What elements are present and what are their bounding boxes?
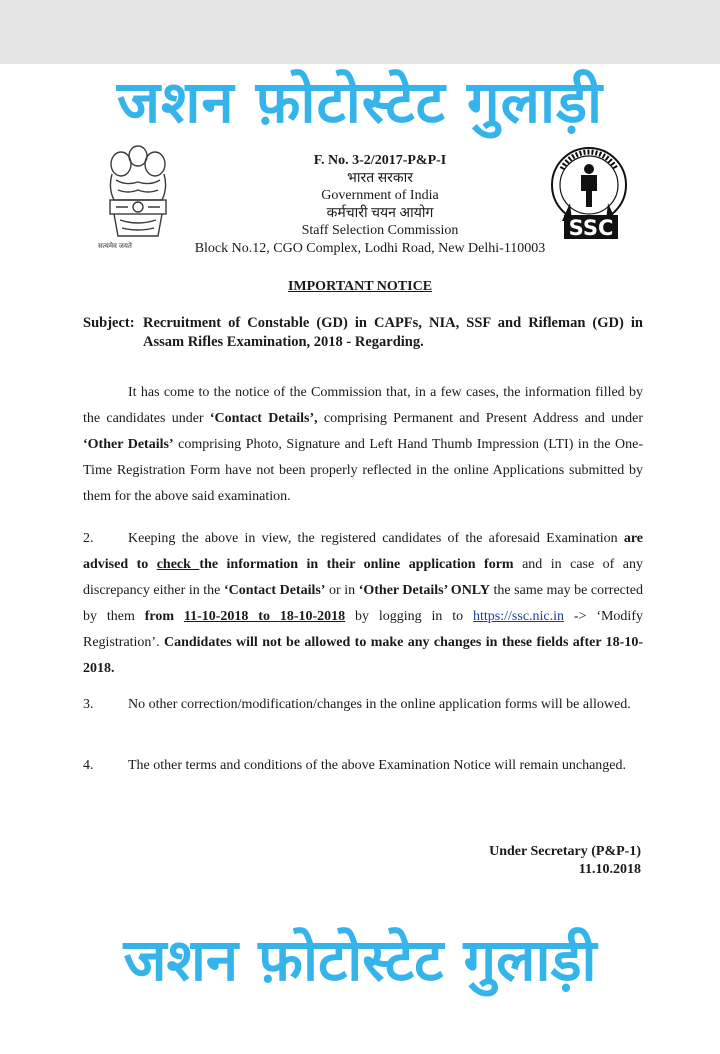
letterhead — [170, 152, 590, 257]
notice-title: IMPORTANT NOTICE — [287, 279, 433, 294]
paragraph-2-number: 2. — [83, 531, 94, 546]
paragraph-4: 4. The other terms and conditions of the above Examination Notice will remain unchanged. — [83, 753, 643, 779]
paragraph-4-number: 4. — [83, 758, 94, 773]
paragraph-1: It has come to the notice of the Commission that, in a few cases, the information filled by the candidates under ‘Contact Details’, comprising Permanent and Present Address and under ‘Other Details’ comprising Photo, Signature and Left Hand Thumb Impression (LTI) in the One-Time Registration Form have not been properly reflected in the online Applications submitted by them for the above said examination. — [83, 385, 643, 504]
signature-block — [489, 843, 641, 879]
emblem-motto: सत्यमेव जयते — [98, 242, 132, 250]
ssc-logo-text: SSC — [568, 216, 614, 240]
commission-hindi: कर्मचारी चयन आयोग — [326, 205, 434, 221]
paragraph-3-number: 3. — [83, 697, 94, 712]
file-number: F. No. 3-2/2017-P&P-I — [313, 153, 447, 168]
commission-english: Staff Selection Commission — [301, 223, 459, 238]
signature-date: 11.10.2018 — [578, 862, 641, 877]
paragraph-2: 2. Keeping the above in view, the registered candidates of the aforesaid Examination are advised to check the information in their online application form and in case of any discrepancy either in the ‘Contact Details’ or in ‘Other Details’ ONLY the same may be corrected by them from 11-10-2018 to 18-10-2018 by logging in to https://ssc.nic.in -> ‘Modify Registration’. Candidates will not be allowed to make any changes in these fields after 18-10-2018. — [83, 526, 643, 682]
ssc-website-link[interactable]: https://ssc.nic.in — [473, 609, 565, 624]
national-emblem-icon — [98, 140, 178, 252]
watermark-bottom: जशन फ़ोटोस्टेट गुलाड़ी — [123, 926, 597, 994]
subject-label: Subject: — [83, 315, 135, 331]
govt-hindi: भारत सरकार — [347, 170, 413, 186]
paragraph-3: 3. No other correction/modification/changes in the online application forms will be allowed. — [83, 692, 643, 718]
signatory-designation: Under Secretary (P&P-1) — [489, 844, 641, 859]
watermark-top: जशन फ़ोटोस्टेट गुलाड़ी — [116, 68, 604, 136]
address: Block No.12, CGO Complex, Lodhi Road, New Delhi-110003 — [194, 240, 546, 256]
subject — [83, 314, 643, 352]
subject-text: Recruitment of Constable (GD) in CAPFs, NIA, SSF and Rifleman (GD) in Assam Rifles Examination, 2018 - Regarding. — [143, 315, 643, 350]
govt-english: Government of India — [321, 188, 439, 203]
top-gray-band — [0, 0, 720, 64]
